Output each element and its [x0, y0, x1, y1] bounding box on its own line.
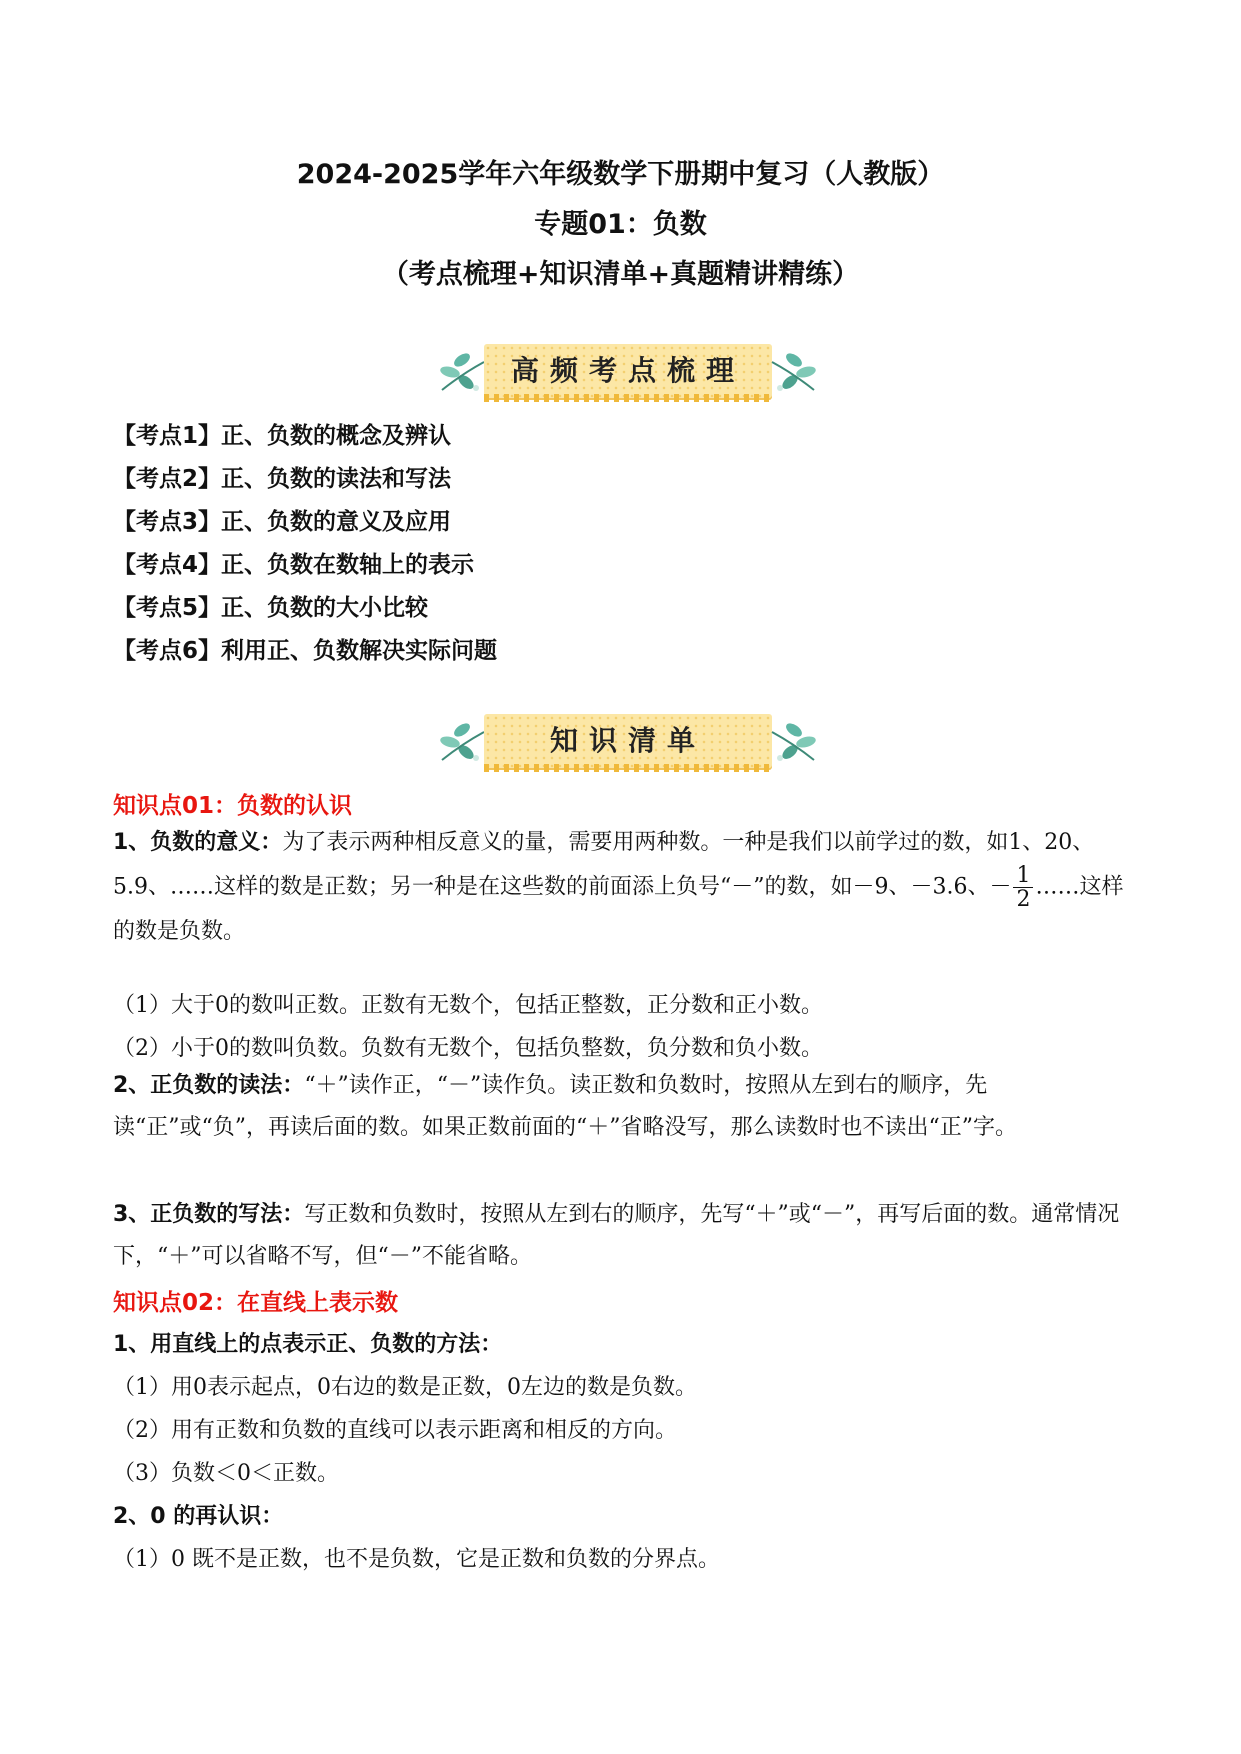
- knowledge-heading-01: 知识点01：负数的认识: [113, 793, 353, 819]
- knowledge-paragraph-reading: [113, 1065, 1133, 1149]
- leaf-decoration-left-icon: [432, 342, 488, 400]
- list-item: （1）大于0的数叫正数。正数有无数个，包括正整数，正分数和正小数。: [113, 993, 823, 1018]
- list-item: （1）0 既不是正数，也不是负数，它是正数和负数的分界点。: [113, 1547, 720, 1572]
- knowledge-heading-02: 知识点02：在直线上表示数: [113, 1290, 399, 1316]
- fraction-denominator: 2: [1016, 887, 1031, 913]
- paragraph-text: 写正数和负数时，按照从左到右的顺序，先写“＋”或“－”，再写后面的数。通常情况下，“＋”可以省略不写，但“－”不能省略。: [113, 1202, 1120, 1269]
- list-item: （3）负数＜0＜正数。: [113, 1461, 339, 1486]
- paragraph-text: “＋”读作正，“－”读作负。读正数和负数时，按照从左到右的顺序，先读“正”或“负”，再读后面的数。如果正数前面的“＋”省略没写，那么读数时也不读出“正”字。: [113, 1073, 1017, 1140]
- banner-title: 高频考点梳理: [510, 354, 745, 387]
- knowledge-paragraph-meaning: [113, 822, 1133, 953]
- document-title: 2024-2025学年六年级数学下册期中复习（人教版）: [296, 159, 945, 190]
- kaodian-item-6: 【考点6】利用正、负数解决实际问题: [113, 638, 498, 664]
- document-subtitle: 专题01：负数: [534, 209, 707, 240]
- knowledge-paragraph-writing: [113, 1194, 1133, 1278]
- kaodian-item-5: 【考点5】正、负数的大小比较: [113, 595, 429, 621]
- fraction-numerator: 1: [1013, 864, 1033, 888]
- paragraph-label: 1、负数的意义：: [113, 830, 283, 855]
- paragraph-text-end: ……这样的数是负数。: [113, 874, 1124, 945]
- paragraph-text: 为了表示两种相反意义的量，需要用两种数。一种是我们以前学过的数，如1、20、5.9、……这样的数是正数；另一种是在这些数的前面添上负号“－”的数，如－9、－3.6、－: [113, 830, 1095, 900]
- leaf-decoration-left-icon: [432, 712, 488, 770]
- section-banner-zhishi: [0, 706, 1241, 776]
- list-item: （2）小于0的数叫负数。负数有无数个，包括负整数，负分数和负小数。: [113, 1036, 823, 1061]
- kaodian-item-4: 【考点4】正、负数在数轴上的表示: [113, 552, 475, 578]
- subheading: 2、0 的再认识：: [113, 1504, 284, 1529]
- list-item: （2）用有正数和负数的直线可以表示距离和相反的方向。: [113, 1418, 677, 1443]
- subheading: 1、用直线上的点表示正、负数的方法：: [113, 1332, 503, 1357]
- document-subtitle-note: （考点梳理+知识清单+真题精讲精练）: [381, 259, 860, 290]
- kaodian-item-3: 【考点3】正、负数的意义及应用: [113, 509, 452, 535]
- list-item: （1）用0表示起点，0右边的数是正数，0左边的数是负数。: [113, 1375, 697, 1400]
- paragraph-label: 3、正负数的写法：: [113, 1202, 305, 1227]
- leaf-decoration-right-icon: [768, 342, 824, 400]
- leaf-decoration-right-icon: [768, 712, 824, 770]
- banner-title: 知识清单: [549, 724, 706, 757]
- kaodian-item-1: 【考点1】正、负数的概念及辨认: [113, 423, 452, 449]
- fraction-one-half: [1013, 864, 1033, 911]
- section-banner-kaodian: [0, 336, 1241, 406]
- paragraph-label: 2、正负数的读法：: [113, 1073, 305, 1098]
- kaodian-item-2: 【考点2】正、负数的读法和写法: [113, 466, 452, 492]
